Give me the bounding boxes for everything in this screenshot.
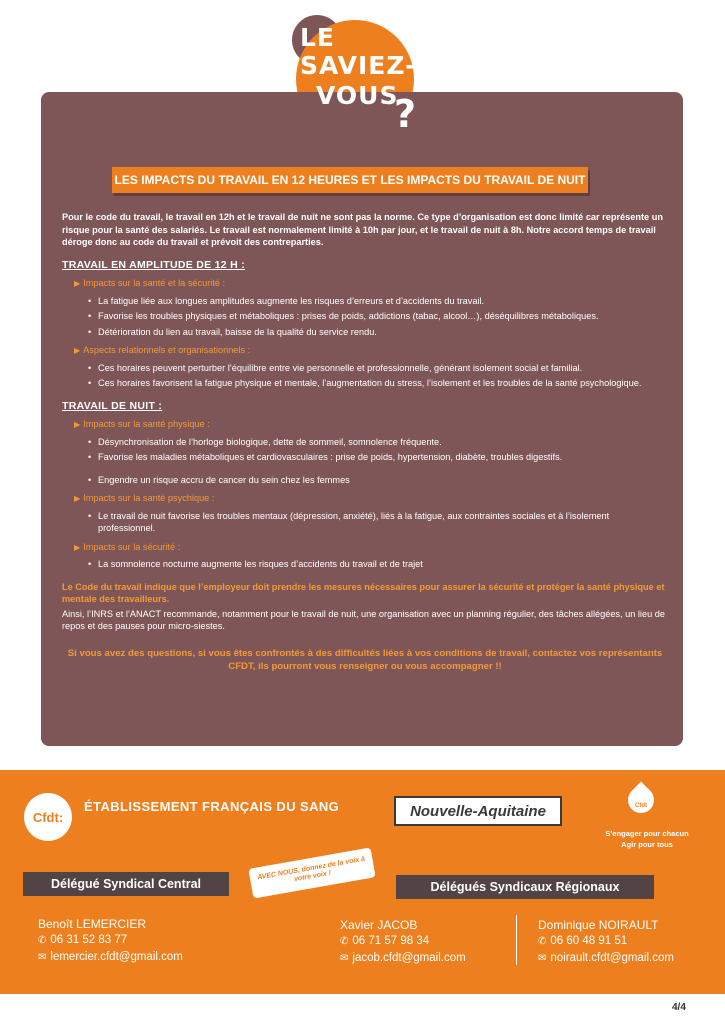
list-item: • Ces horaires favorisent la fatigue physique et mentale, l’augmentation du stress, l’isolement et les troubles de la santé psychologique. [62, 377, 668, 390]
list-item: • Détérioration du lien au travail, baisse de la qualité du service rendu. [62, 326, 668, 339]
subsection-title: ▶ Impacts sur la santé physique : [74, 419, 210, 429]
contact-name: Benoît LEMERCIER [38, 917, 147, 931]
bullet-list [62, 295, 668, 339]
subsection-title: ▶ Impacts sur la sécurité : [74, 541, 181, 552]
email-icon: ✉ [538, 953, 547, 964]
bubble-title-saviez: SAVIEZ- [300, 51, 417, 80]
region-badge: Nouvelle-Aquitaine [394, 796, 562, 826]
section-title-night: TRAVAIL DE NUIT : [62, 399, 163, 412]
organization-name: ÉTABLISSEMENT FRANÇAIS DU SANG [84, 799, 340, 814]
contact-name: Xavier JACOB [340, 918, 418, 932]
email-icon: ✉ [38, 952, 47, 963]
section-title-12h: TRAVAIL EN AMPLITUDE DE 12 H : [62, 258, 246, 271]
phone-icon: ✆ [340, 936, 349, 947]
subsection-title: ▶ Impacts sur la santé psychique : [74, 493, 215, 503]
question-mark: ? [394, 92, 418, 136]
intro-paragraph: Pour le code du travail, le travail en 12h et le travail de nuit ne sont pas la norme. Ce type d’organisation est donc limité car représente un risque pour la santé des salariés. Le travail est normalement limité à 10h par jour, et le travail de nuit à 8h. Notre accord temps de travail déroge donc au code du travail et prévoit des contreparties. [62, 212, 663, 247]
section-banner: LES IMPACTS DU TRAVAIL EN 12 HEURES ET LES IMPACTS DU TRAVAIL DE NUIT [112, 167, 588, 193]
recommendation: Ainsi, l’INRS et l’ANACT recommande, notamment pour le travail de nuit, une organisation avec un planning régulier, des tâches allégées, un lieu de repos et des pauses pour micro-siestes. [62, 608, 665, 631]
slogan-badge: AVEC NOUS, donnez de la voix à votre voix ! [248, 847, 375, 898]
contact-phone[interactable]: ✆ 06 71 57 98 34 [340, 935, 430, 947]
email-icon: ✉ [340, 953, 349, 964]
phone-icon: ✆ [38, 935, 47, 946]
contact-name: Dominique NOIRAULT [538, 918, 659, 932]
page-number: 4/4 [672, 1002, 686, 1013]
subsection-title: ▶ Impacts sur la santé et la sécurité : [74, 278, 226, 288]
cfdt-logo: Cfdt: [24, 793, 72, 841]
bullet-list [62, 362, 668, 390]
drop-logo-text: Cfdt [635, 803, 647, 809]
contact-card [340, 917, 466, 967]
triangle-right-icon: ▶ [74, 420, 81, 429]
subsection-title: ▶ Aspects relationnels et organisationnels : [74, 345, 251, 355]
list-item: • Ces horaires peuvent perturber l’équilibre entre vie personnelle et professionnelle, générant isolement social et familial. [62, 362, 668, 375]
triangle-right-icon: ▶ [74, 279, 81, 288]
bubble-title-le: LE [300, 23, 336, 52]
triangle-right-icon: ▶ [74, 542, 81, 552]
list-item: • Favorise les maladies métaboliques et cardiovasculaires : prise de poids, hypertension, diabète, troubles digestifs. [62, 451, 668, 464]
article-body [62, 211, 668, 674]
bullet-list [62, 436, 668, 487]
contact-phone[interactable]: ✆ 06 31 52 83 77 [38, 934, 128, 946]
triangle-right-icon: ▶ [74, 494, 81, 503]
list-item: • La somnolence nocturne augmente les risques d’accidents du travail et de trajet [62, 558, 668, 571]
list-item: • La fatigue liée aux longues amplitudes augmente les risques d’erreurs et d’accidents du travail. [62, 295, 668, 308]
bubble-title-vous: VOUS [316, 81, 399, 110]
contact-email[interactable]: ✉ lemercier.cfdt@gmail.com [38, 951, 183, 963]
triangle-right-icon: ▶ [74, 346, 81, 355]
list-item: • Le travail de nuit favorise les troubles mentaux (dépression, anxiété), liés à la fatigue, aux contraintes sociales et à l’isolement professionnel. [62, 510, 668, 535]
tagline: Agir pour tous [621, 840, 673, 849]
divider [516, 915, 517, 965]
central-delegate-label: Délégué Syndical Central [23, 872, 229, 896]
list-item: • Engendre un risque accru de cancer du sein chez les femmes [62, 474, 668, 487]
law-note: Le Code du travail indique que l’employeur doit prendre les mesures nécessaires pour assurer la sécurité et protéger la santé physique et mentale des travailleurs. [62, 581, 665, 604]
bullet-list [62, 558, 668, 571]
list-item: • Favorise les troubles physiques et métaboliques : prises de poids, addictions (tabac, alcool…), déséquilibres métaboliques. [62, 310, 668, 323]
call-to-action: Si vous avez des questions, si vous êtes confrontés à des difficultés liées à vos conditions de travail, contactez vos représentants CFDT, ils pourront vous renseigner ou vous accompagner !! [67, 647, 663, 672]
contact-email[interactable]: ✉ jacob.cfdt@gmail.com [340, 952, 466, 964]
tagline: S’engager pour chacun [605, 829, 689, 838]
bullet-list [62, 510, 668, 535]
contact-phone[interactable]: ✆ 06 60 48 91 51 [538, 935, 628, 947]
phone-icon: ✆ [538, 936, 547, 947]
regional-delegates-label: Délégués Syndicaux Régionaux [396, 875, 654, 899]
contact-email[interactable]: ✉ noirault.cfdt@gmail.com [538, 952, 674, 964]
contact-card [538, 917, 674, 967]
contact-card [38, 916, 183, 966]
list-item: • Désynchronisation de l’horloge biologique, dette de sommeil, somnolence fréquente. [62, 436, 668, 449]
